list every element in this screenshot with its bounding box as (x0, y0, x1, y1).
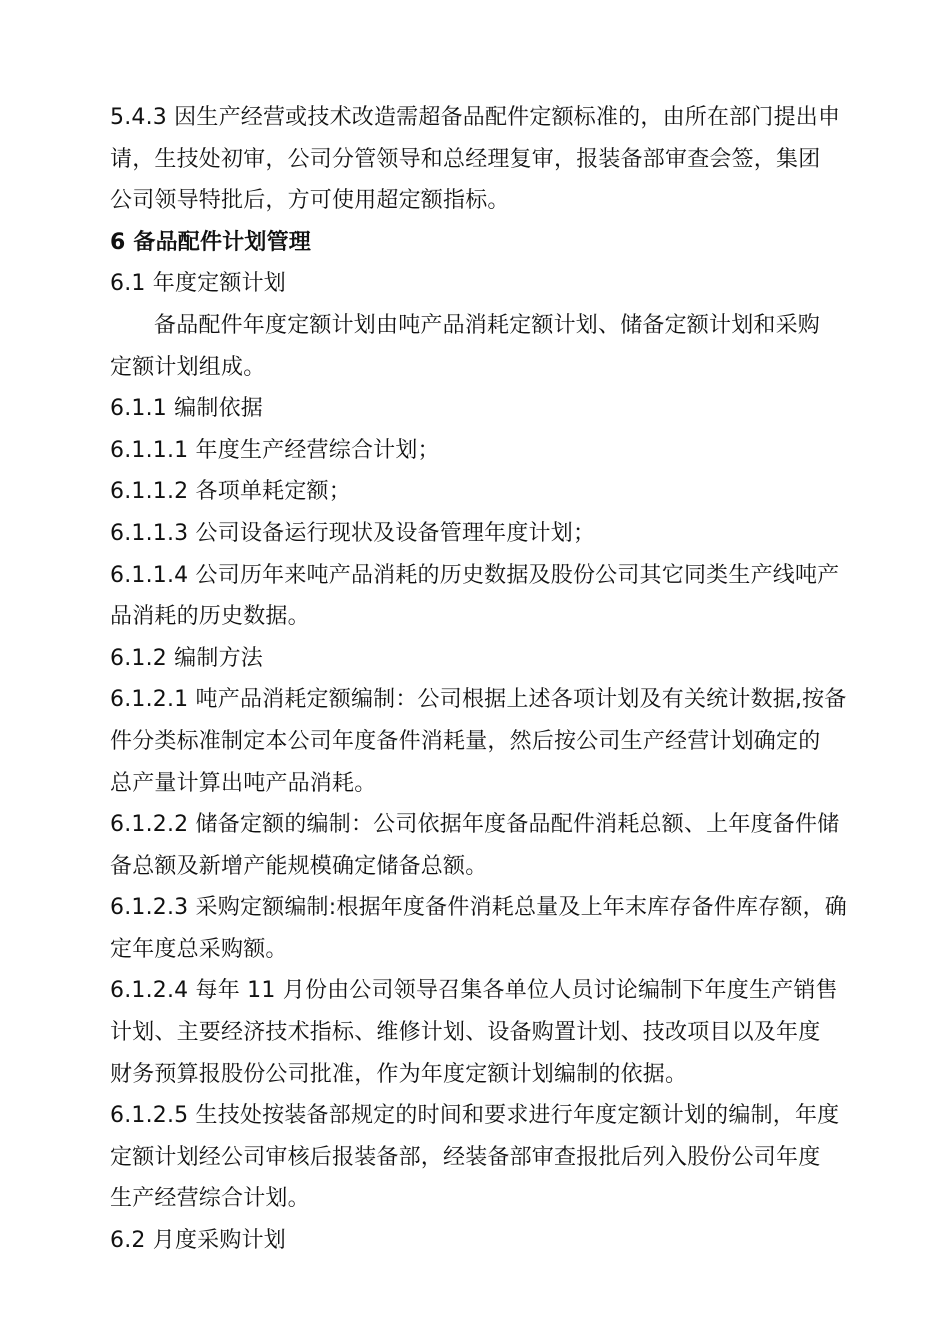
item-6-1-1-3: 6.1.1.3 公司设备运行现状及设备管理年度计划； (110, 520, 596, 546)
intro-paragraph-line-1: 备品配件年度定额计划由吨产品消耗定额计划、储备定额计划和采购 (154, 312, 821, 338)
item-6-1-1-4-line-1: 6.1.1.4 公司历年来吨产品消耗的历史数据及股份公司其它同类生产线吨产 (110, 562, 840, 588)
item-6-1-2-5-line-1: 6.1.2.5 生技处按装备部规定的时间和要求进行年度定额计划的编制，年度 (110, 1103, 840, 1129)
paragraph-5-4-3-line-1: 5.4.3 因生产经营或技术改造需超备品配件定额标准的，由所在部门提出申 (110, 105, 841, 130)
item-6-1-2-1-line-1: 6.1.2.1 吨产品消耗定额编制：公司根据上述各项计划及有关统计数据,按备 (110, 687, 847, 713)
item-6-1-2-5-line-2: 定额计划经公司审核后报装备部，经装备部审查报批后列入股份公司年度 (110, 1144, 821, 1170)
paragraph-5-4-3-line-3: 公司领导特批后，方可使用超定额指标。 (110, 188, 510, 214)
item-6-1-2-2-line-2: 备总额及新增产能规模确定储备总额。 (110, 853, 488, 879)
section-6-1-2-heading: 6.1.2 编制方法 (110, 645, 263, 671)
item-6-1-1-2: 6.1.1.2 各项单耗定额； (110, 479, 351, 505)
section-6-1-1-heading: 6.1.1 编制依据 (110, 396, 263, 422)
section-6-heading: 6 备品配件计划管理 (110, 229, 311, 255)
item-6-1-2-5-line-3: 生产经营综合计划。 (110, 1186, 310, 1212)
item-6-1-2-2-line-1: 6.1.2.2 储备定额的编制：公司依据年度备品配件消耗总额、上年度备件储 (110, 812, 840, 838)
item-6-1-2-4-line-1: 6.1.2.4 每年 11 月份由公司领导召集各单位人员讨论编制下年度生产销售 (110, 978, 838, 1004)
section-6-1-heading: 6.1 年度定额计划 (110, 271, 286, 297)
item-6-1-1-4-line-2: 品消耗的历史数据。 (110, 604, 310, 630)
item-6-1-1-1: 6.1.1.1 年度生产经营综合计划； (110, 437, 440, 463)
document-page (110, 97, 850, 1262)
item-6-1-2-3-line-1: 6.1.2.3 采购定额编制:根据年度备件消耗总量及上年末库存备件库存额，确 (110, 895, 847, 921)
item-6-1-2-1-line-2: 件分类标准制定本公司年度备件消耗量，然后按公司生产经营计划确定的 (110, 728, 821, 754)
item-6-1-2-4-line-3: 财务预算报股份公司批准，作为年度定额计划编制的依据。 (110, 1061, 688, 1087)
item-6-1-2-4-line-2: 计划、主要经济技术指标、维修计划、设备购置计划、技改项目以及年度 (110, 1020, 821, 1046)
item-6-1-2-3-line-2: 定年度总采购额。 (110, 936, 288, 962)
section-6-2-heading: 6.2 月度采购计划 (110, 1228, 286, 1254)
item-6-1-2-1-line-3: 总产量计算出吨产品消耗。 (110, 770, 377, 796)
intro-paragraph-line-2: 定额计划组成。 (110, 354, 266, 380)
paragraph-5-4-3-line-2: 请，生技处初审，公司分管领导和总经理复审，报装备部审查会签，集团 (110, 146, 821, 172)
